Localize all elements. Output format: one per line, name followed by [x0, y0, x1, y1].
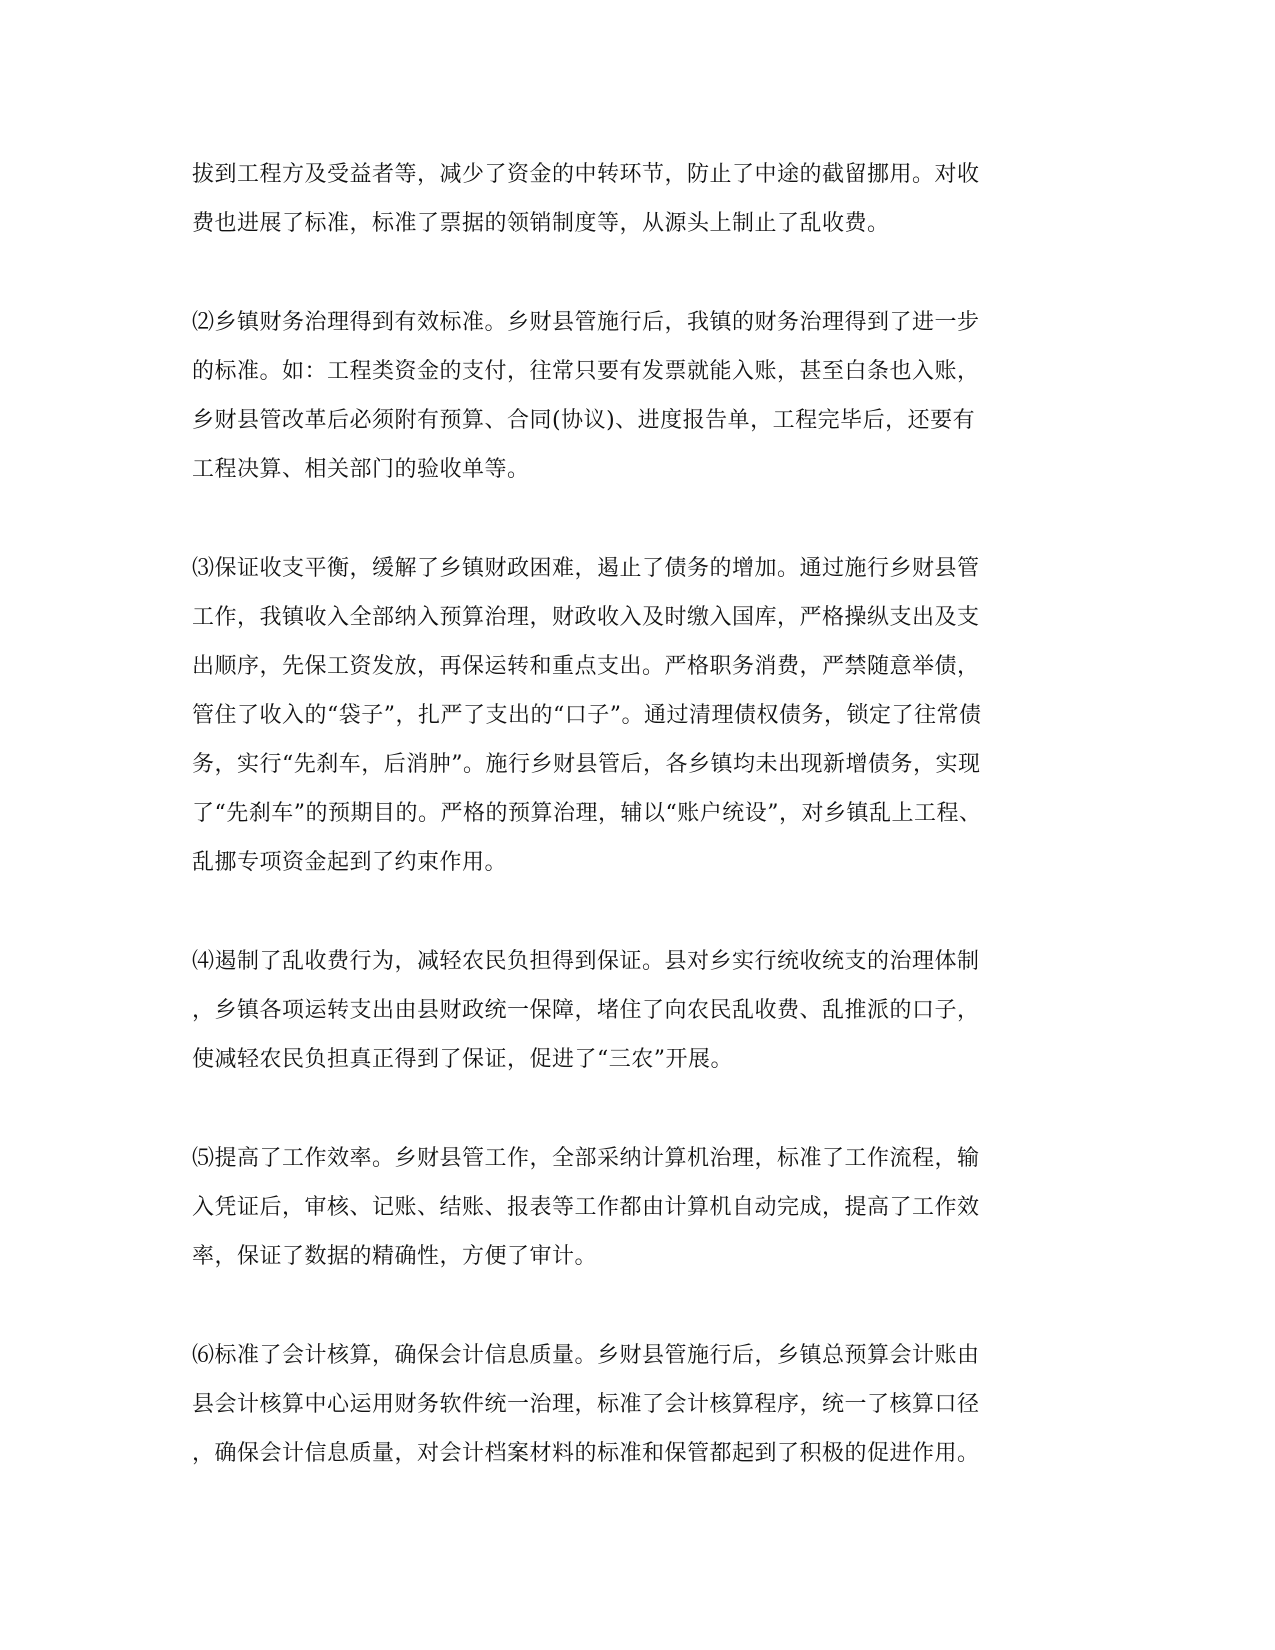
text-line: 工程决算、相关部门的验收单等。	[192, 457, 530, 482]
paragraph-2	[192, 298, 1092, 494]
text-line: 管住了收入的“袋子”，扎严了支出的“口子”。通过清理债权债务，锁定了往常债	[192, 703, 982, 728]
text-line: 出顺序，先保工资发放，再保运转和重点支出。严格职务消费，严禁随意举债，	[192, 654, 980, 679]
text-line: 拔到工程方及受益者等，减少了资金的中转环节，防止了中途的截留挪用。对收	[192, 162, 980, 187]
text-line: 了“先刹车”的预期目的。严格的预算治理，辅以“账户统设”，对乡镇乱上工程、	[192, 801, 982, 826]
paragraph-spacer	[192, 1084, 1092, 1134]
paragraph-1	[192, 150, 1092, 248]
text-line: ，确保会计信息质量，对会计档案材料的标准和保管都起到了积极的促进作用。	[192, 1441, 980, 1466]
text-line: ⑵乡镇财务治理得到有效标准。乡财县管施行后，我镇的财务治理得到了进一步	[192, 310, 980, 335]
text-line: ⑷遏制了乱收费行为，减轻农民负担得到保证。县对乡实行统收统支的治理体制	[192, 949, 980, 974]
paragraph-spacer	[192, 494, 1092, 544]
paragraph-5	[192, 1134, 1092, 1281]
text-line: 的标准。如：工程类资金的支付，往常只要有发票就能入账，甚至白条也入账，	[192, 359, 980, 384]
paragraph-6	[192, 1331, 1092, 1478]
text-line: 率，保证了数据的精确性，方便了审计。	[192, 1244, 598, 1269]
text-line: 乡财县管改革后必须附有预算、合同(协议)、进度报告单，工程完毕后，还要有	[192, 408, 976, 433]
text-line: ⑹标准了会计核算，确保会计信息质量。乡财县管施行后，乡镇总预算会计账由	[192, 1343, 980, 1368]
paragraph-4	[192, 937, 1092, 1084]
text-line: 县会计核算中心运用财务软件统一治理，标准了会计核算程序，统一了核算口径	[192, 1392, 980, 1417]
document-body	[192, 150, 1092, 1478]
text-line: 工作，我镇收入全部纳入预算治理，财政收入及时缴入国库，严格操纵支出及支	[192, 605, 980, 630]
text-line: 使减轻农民负担真正得到了保证，促进了“三农”开展。	[192, 1047, 733, 1072]
text-line: 乱挪专项资金起到了约束作用。	[192, 850, 508, 875]
text-line: ⑸提高了工作效率。乡财县管工作，全部采纳计算机治理，标准了工作流程，输	[192, 1146, 980, 1171]
text-line: ⑶保证收支平衡，缓解了乡镇财政困难，遏止了债务的增加。通过施行乡财县管	[192, 556, 980, 581]
paragraph-spacer	[192, 1281, 1092, 1331]
text-line: ，乡镇各项运转支出由县财政统一保障，堵住了向农民乱收费、乱推派的口子，	[192, 998, 980, 1023]
text-line: 入凭证后，审核、记账、结账、报表等工作都由计算机自动完成，提高了工作效	[192, 1195, 980, 1220]
paragraph-spacer	[192, 248, 1092, 298]
paragraph-3	[192, 544, 1092, 887]
text-line: 费也进展了标准，标准了票据的领销制度等，从源头上制止了乱收费。	[192, 211, 890, 236]
paragraph-spacer	[192, 887, 1092, 937]
text-line: 务，实行“先刹车，后消肿”。施行乡财县管后，各乡镇均未出现新增债务，实现	[192, 752, 981, 777]
